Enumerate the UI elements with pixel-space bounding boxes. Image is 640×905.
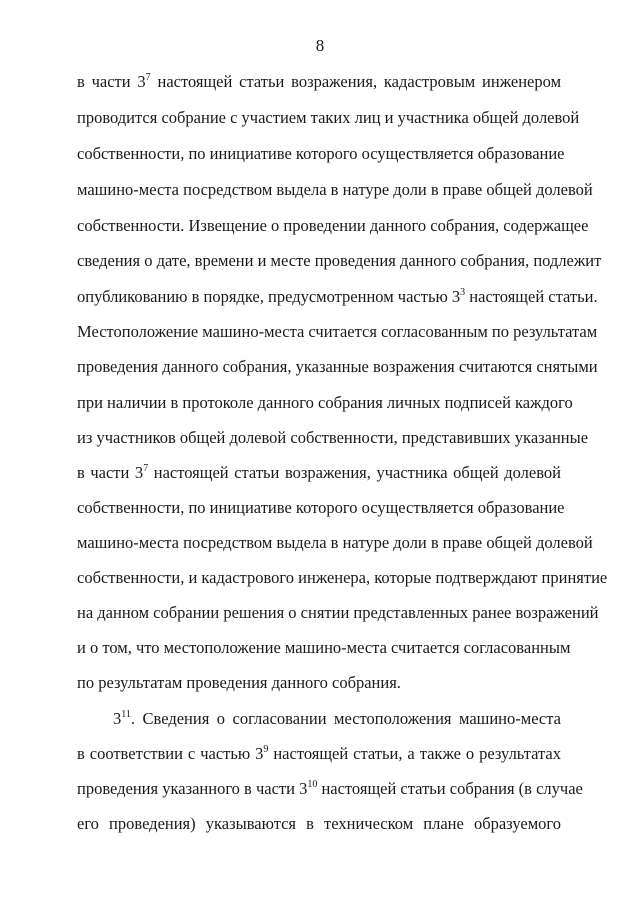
- text-line: сведения о дате, времени и месте проведения данного собрания, подлежит: [77, 251, 602, 270]
- text-line: на данном собрании решения о снятии представленных ранее возражений: [77, 603, 599, 622]
- text-line: проведения данного собрания, указанные возражения считаются снятыми: [77, 357, 598, 376]
- text-line: в соответствии с частью $3^9$ настоящей статьи, а также о результатах: [77, 743, 562, 763]
- text-line: машино-места посредством выдела в натуре доли в праве общей долевой: [77, 533, 593, 552]
- text-line: из участников общей долевой собственности, представивших указанные: [77, 428, 589, 447]
- text-line: собственности, по инициативе которого осуществляется образование: [77, 498, 565, 517]
- text-line: машино-места посредством выдела в натуре доли в праве общей долевой: [77, 180, 593, 199]
- paragraph-start: $3^{11}$. Сведения о согласовании местоположения машино-места: [113, 708, 561, 728]
- text-line: собственности. Извещение о проведении данного собрания, содержащее: [77, 216, 589, 235]
- text-line: по результатам проведения данного собрания.: [77, 673, 401, 692]
- text-line: при наличии в протоколе данного собрания личных подписей каждого: [77, 393, 573, 412]
- text-line: в части $3^7$ настоящей статьи возражения, кадастровым инженером: [77, 71, 562, 91]
- text-line: и о том, что местоположение машино-места считается согласованным: [77, 638, 571, 657]
- page-number: 8: [315, 36, 325, 55]
- text-line: Местоположение машино-места считается согласованным по результатам: [77, 322, 598, 341]
- text-line: собственности, по инициативе которого осуществляется образование: [77, 144, 565, 163]
- text-line: в части $3^7$ настоящей статьи возражения, участника общей долевой: [77, 462, 561, 482]
- text-line: проводится собрание с участием таких лиц и участника общей долевой: [77, 108, 580, 127]
- text-line: его проведения) указываются в техническом плане образуемого: [77, 814, 561, 833]
- text-line: собственности, и кадастрового инженера, которые подтверждают принятие: [77, 568, 608, 587]
- text-line: опубликованию в порядке, предусмотренном частью $3^3$ настоящей статьи.: [77, 286, 598, 306]
- text-line: проведения указанного в части $3^{10}$ настоящей статьи собрания (в случае: [77, 778, 583, 798]
